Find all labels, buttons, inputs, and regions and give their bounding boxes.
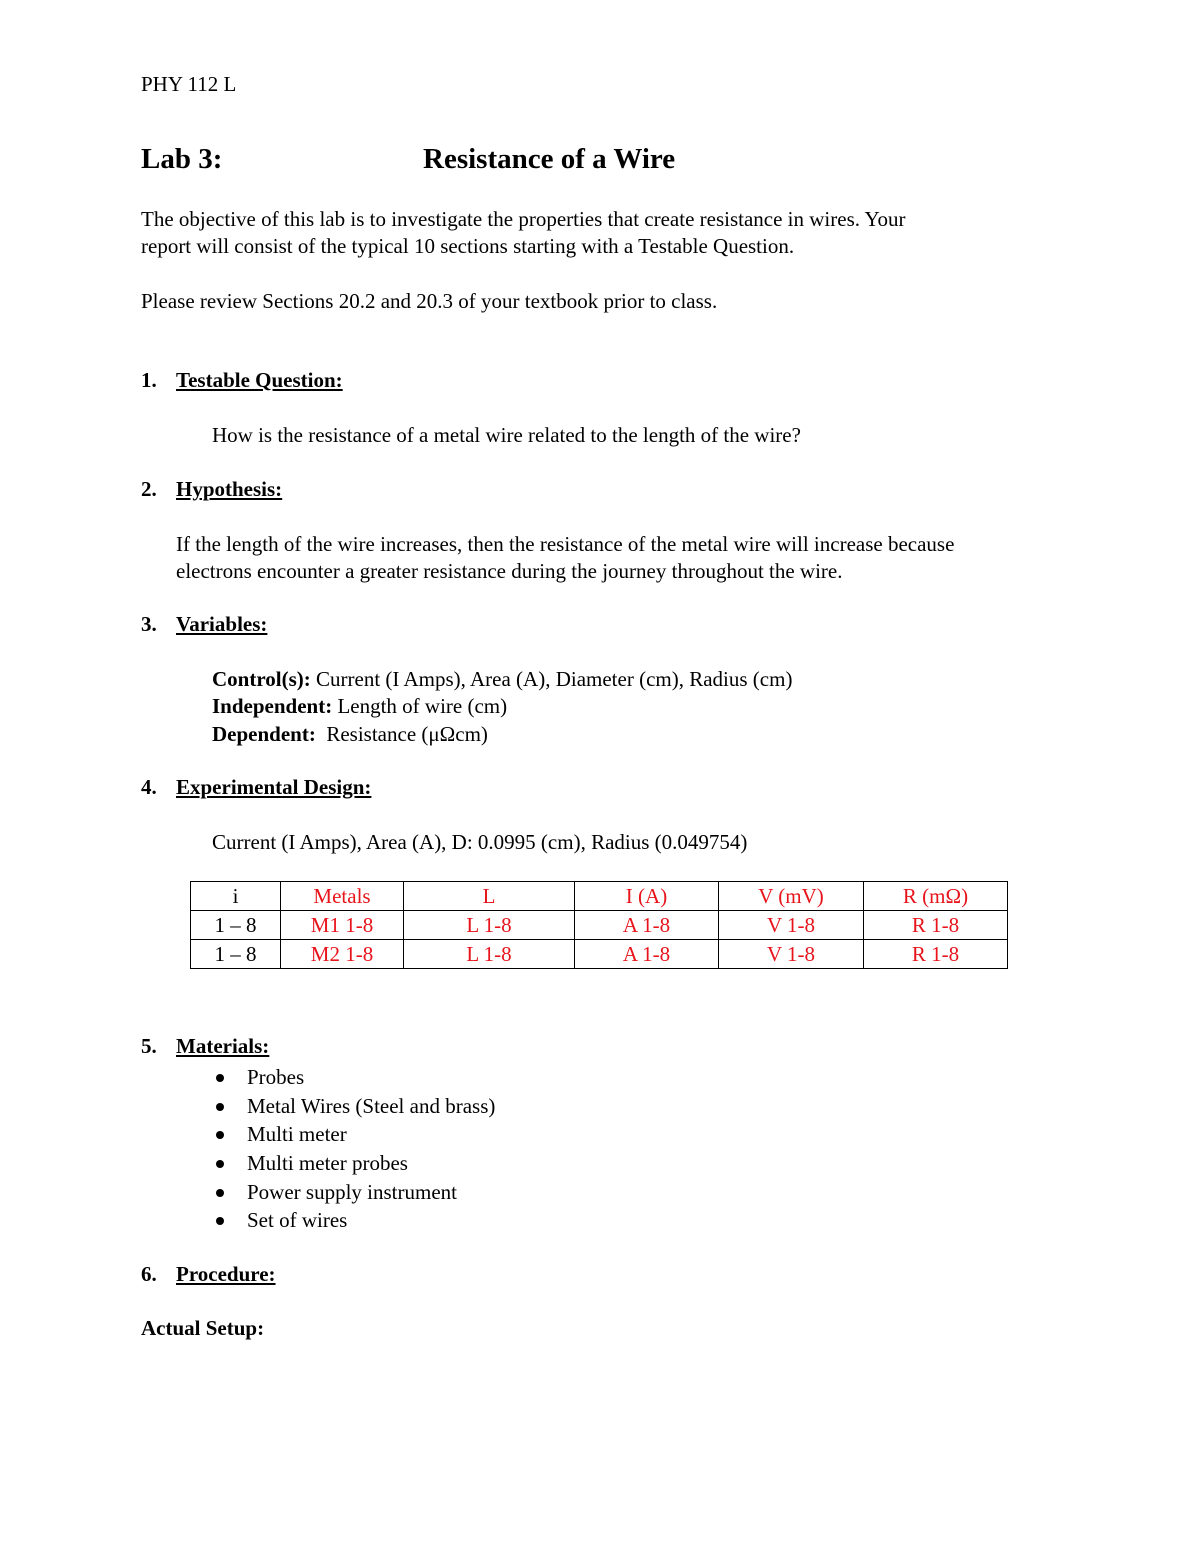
material-label: Multi meter probes [247,1151,408,1176]
review-note: Please review Sections 20.2 and 20.3 of your textbook prior to class. [141,289,718,313]
section-label: Hypothesis: [176,477,283,501]
table-cell: M2 1-8 [281,940,404,969]
table-cell: V 1-8 [719,911,864,940]
material-label: Set of wires [247,1208,348,1233]
design-parameters: Current (I Amps), Area (A), D: 0.0995 (cm), Radius (0.049754) [212,830,748,854]
bullet-icon [216,1189,224,1197]
header-cell-voltage: V (mV) [719,882,864,911]
list-item [176,1206,495,1235]
list-item [176,1178,495,1207]
section-label: Variables: [176,612,268,636]
table-cell: 1 – 8 [191,940,281,969]
dependent-variable [212,721,488,748]
section-label: Procedure: [176,1262,276,1286]
dependent-label: Dependent: [212,722,316,746]
table-cell: V 1-8 [719,940,864,969]
design-table [190,881,1008,969]
dependent-text: Resistance (μΩcm) [315,722,488,746]
material-label: Multi meter [247,1122,347,1147]
table-cell: M1 1-8 [281,911,404,940]
independent-variable [212,693,507,720]
material-label: Metal Wires (Steel and brass) [247,1093,496,1118]
section-testable-question-heading [141,368,343,393]
bullet-icon [216,1103,224,1111]
table-cell: L 1-8 [404,940,575,969]
section-number: 4. [141,775,157,799]
bullet-icon [216,1131,224,1139]
bullet-icon [216,1074,224,1082]
section-hypothesis-heading [141,477,282,502]
independent-label: Independent: [212,694,333,718]
table-cell: A 1-8 [575,911,719,940]
section-procedure-heading [141,1262,276,1287]
section-variables-heading [141,612,267,637]
table-cell: L 1-8 [404,911,575,940]
material-label: Power supply instrument [247,1179,457,1204]
table-cell: 1 – 8 [191,911,281,940]
table-cell: R 1-8 [864,940,1008,969]
section-label: Experimental Design: [176,775,372,799]
table-row [191,911,1008,940]
header-cell-i: i [191,882,281,911]
table-row [191,940,1008,969]
list-item [176,1063,495,1092]
section-number: 1. [141,368,157,392]
bullet-icon [216,1160,224,1168]
material-label: Probes [247,1065,305,1089]
table-header-row [191,882,1008,911]
header-cell-metals: Metals [281,882,404,911]
testable-question-text: How is the resistance of a metal wire related to the length of the wire? [212,423,801,447]
table-cell: A 1-8 [575,940,719,969]
course-header: PHY 112 L [141,72,237,96]
section-label: Testable Question: [176,368,343,392]
bullet-icon [216,1217,224,1225]
independent-text: Length of wire (cm) [332,694,508,718]
lab-title: Resistance of a Wire [423,143,676,175]
section-experimental-design-heading [141,775,371,800]
intro-line-2: report will consist of the typical 10 sections starting with a Testable Question. [141,234,795,258]
hypothesis-line-1: If the length of the wire increases, then the resistance of the metal wire will increase because [176,532,955,556]
section-number: 2. [141,477,157,501]
list-item [176,1120,495,1149]
section-materials-heading [141,1034,269,1059]
hypothesis-line-2: electrons encounter a greater resistance during the journey throughout the wire. [176,559,843,583]
list-item [176,1092,495,1121]
section-label: Materials: [176,1034,270,1058]
table-cell: R 1-8 [864,911,1008,940]
control-text: Current (I Amps), Area (A), Diameter (cm), Radius (cm) [310,667,793,691]
list-item [176,1149,495,1178]
actual-setup-heading: Actual Setup: [141,1316,265,1340]
intro-line-1: The objective of this lab is to investigate the properties that create resistance in wires. Your [141,207,906,231]
section-number: 6. [141,1262,157,1286]
section-number: 5. [141,1034,157,1058]
lab-number: Lab 3: [141,143,223,175]
section-number: 3. [141,612,157,636]
header-cell-current: I (A) [575,882,719,911]
header-cell-length: L [404,882,575,911]
header-cell-resistance: R (mΩ) [864,882,1008,911]
materials-list [176,1063,495,1235]
control-variables [212,666,792,693]
control-label: Control(s): [212,667,311,691]
